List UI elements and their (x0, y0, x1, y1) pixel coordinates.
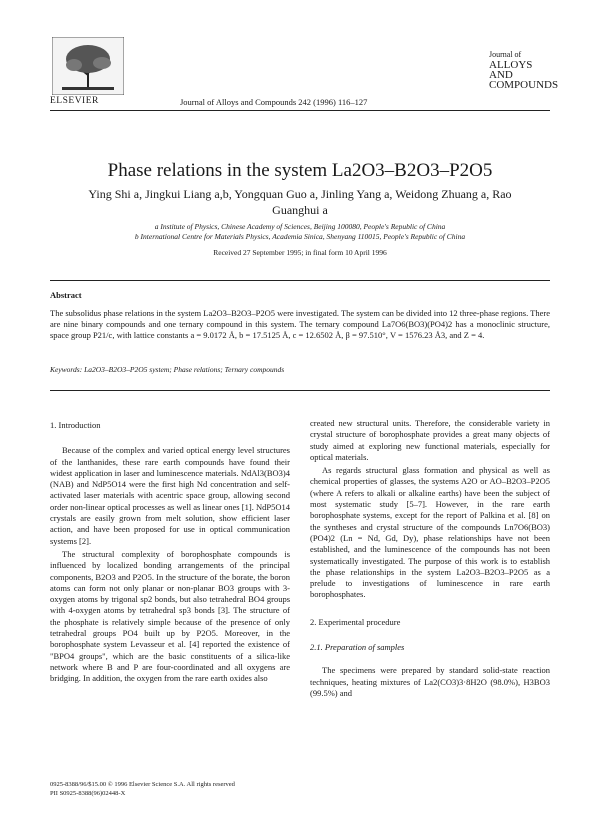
abstract-heading: Abstract (50, 290, 82, 300)
section-1-heading: 1. Introduction (50, 420, 101, 430)
abstract-bottom-rule (50, 390, 550, 391)
right-column (310, 418, 550, 701)
journal-logo-line3: AND COMPOUNDS (489, 69, 559, 91)
left-column (50, 420, 290, 687)
journal-logo (489, 50, 559, 91)
copyright-footer (50, 780, 310, 798)
elsevier-logo (52, 37, 124, 95)
abstract-text: The subsolidus phase relations in the system La2O3–B2O3–P2O5 were investigated. The system can be divided into 12 three-phase regions. There are nine binary compounds and one ternary compound in this system. The ternary compound La7O6(BO3)(PO4)2 has a monoclinic structure, space group P21/c, with lattice constants a = 9.0172 Å, b = 17.5125 Å, c = 12.6502 Å, β = 97.510°, V = 1576.23 Å3, and Z = 4. (50, 308, 550, 340)
pii-line: PII S0925-8388(96)02448-X (50, 790, 126, 797)
affiliation-b: b International Centre for Materials Physics, Academia Sinica, Shenyang 110015, People's Republic of China (134, 232, 466, 241)
received-date: Received 27 September 1995; in final form 10 April 1996 (213, 248, 387, 257)
section-2-paragraph: The specimens were prepared by standard solid-state reaction techniques, heating mixtures of La2(CO3)3·8H2O (98.0%), H3BO3 (99.5%) and (310, 665, 550, 698)
right-paragraph-1: created new structural units. Therefore, the considerable variety in crystal structure of borophosphate provides a great many objects of study aimed at exploring new functional materials, especially for optical materials. (310, 418, 550, 462)
section-2-heading: 2. Experimental procedure (310, 616, 401, 627)
journal-reference: Journal of Alloys and Compounds 242 (1996) 116–127 (180, 97, 368, 107)
affiliation-a: a Institute of Physics, Chinese Academy of Sciences, Beijing 100080, People's Republic of China (154, 222, 446, 231)
intro-paragraph-1: Because of the complex and varied optical energy level structures of the lanthanides, these rare earth compounds have found their widest application in laser and luminescence materials. NdAl3(BO3)4 (NAB) and NdP5O14 were the first high Nd concentration and self-activated laser materials with acentric space group, allowing second order non-linear optical processes as well as linear ones [1]. NdP5O14 crystals are easily grown from melt solution, show efficient laser action, and have been proposed for use in optical communication systems [2]. (50, 445, 290, 546)
copyright-line: 0925-8388/96/$15.00 © 1996 Elsevier Science S.A. All rights reserved (50, 781, 235, 788)
article-title: Phase relations in the system La2O3–B2O3–P2O5 (107, 160, 493, 181)
journal-logo-line2: ALLOYS (489, 59, 533, 71)
right-paragraph-2: As regards structural glass formation and physical as well as chemical properties of glasses, the systems A2O or AO–B2O3–P2O5 (where A refers to alkali or alkaline earths) have been the subject of most systematic study [5–7]. However, in the rare earth borophosphate systems, except for the report of Palkina et al. [8] on the syntheses and crystal structure of the compounds Ln7O6(BO3)(PO4)2 (Ln = Nd, Gd, Dy), phase relationships have not been established, and the luminescence of the compounds has not been systematically investigated. The purpose of this work is to establish the phase relationships in the system La2O3–B2O3–P2O5 as a prelude to investigations of luminescence in rare earth borophosphates. (310, 465, 550, 600)
journal-logo-line1: Journal of (489, 50, 522, 59)
intro-paragraph-2: The structural complexity of borophosphate compounds is influenced by localized bonding arrangements of the principal components, B2O3 and P2O5. In the structure of the borate, the boron atoms can form not only planar or non-planar BO3 groups with 3-oxygen atoms by trigonal sp2 bonds, but also tetrahedral BO4 groups with 4-oxygen atoms by tetrahedral sp3 bonds [3]. The structure of the phosphate is relatively simple because of the presence of only tetrahedral groups PO4 built up by P2O5. Moreover, in the borophosphate system Levasseur et al. [4] reported the existence of "BPO4 groups", which are the basic constituents of a silica-like network where B and P are four-coordinated and all oxygens are bridging. In addition, the oxygen from the rare earth oxides also (50, 548, 290, 684)
affiliations (60, 222, 540, 242)
publisher-name: ELSEVIER (50, 96, 99, 106)
subsection-2-1-heading: 2.1. Preparation of samples (310, 642, 405, 653)
header-rule (50, 110, 550, 111)
author-list: Ying Shi a, Jingkui Liang a,b, Yongquan Guo a, Jinling Yang a, Weidong Zhuang a, Rao Guanghui a (88, 187, 512, 217)
abstract-top-rule (50, 280, 550, 281)
elsevier-tree-icon (52, 37, 124, 95)
keywords: Keywords: La2O3–B2O3–P2O5 system; Phase relations; Ternary compounds (50, 365, 285, 374)
